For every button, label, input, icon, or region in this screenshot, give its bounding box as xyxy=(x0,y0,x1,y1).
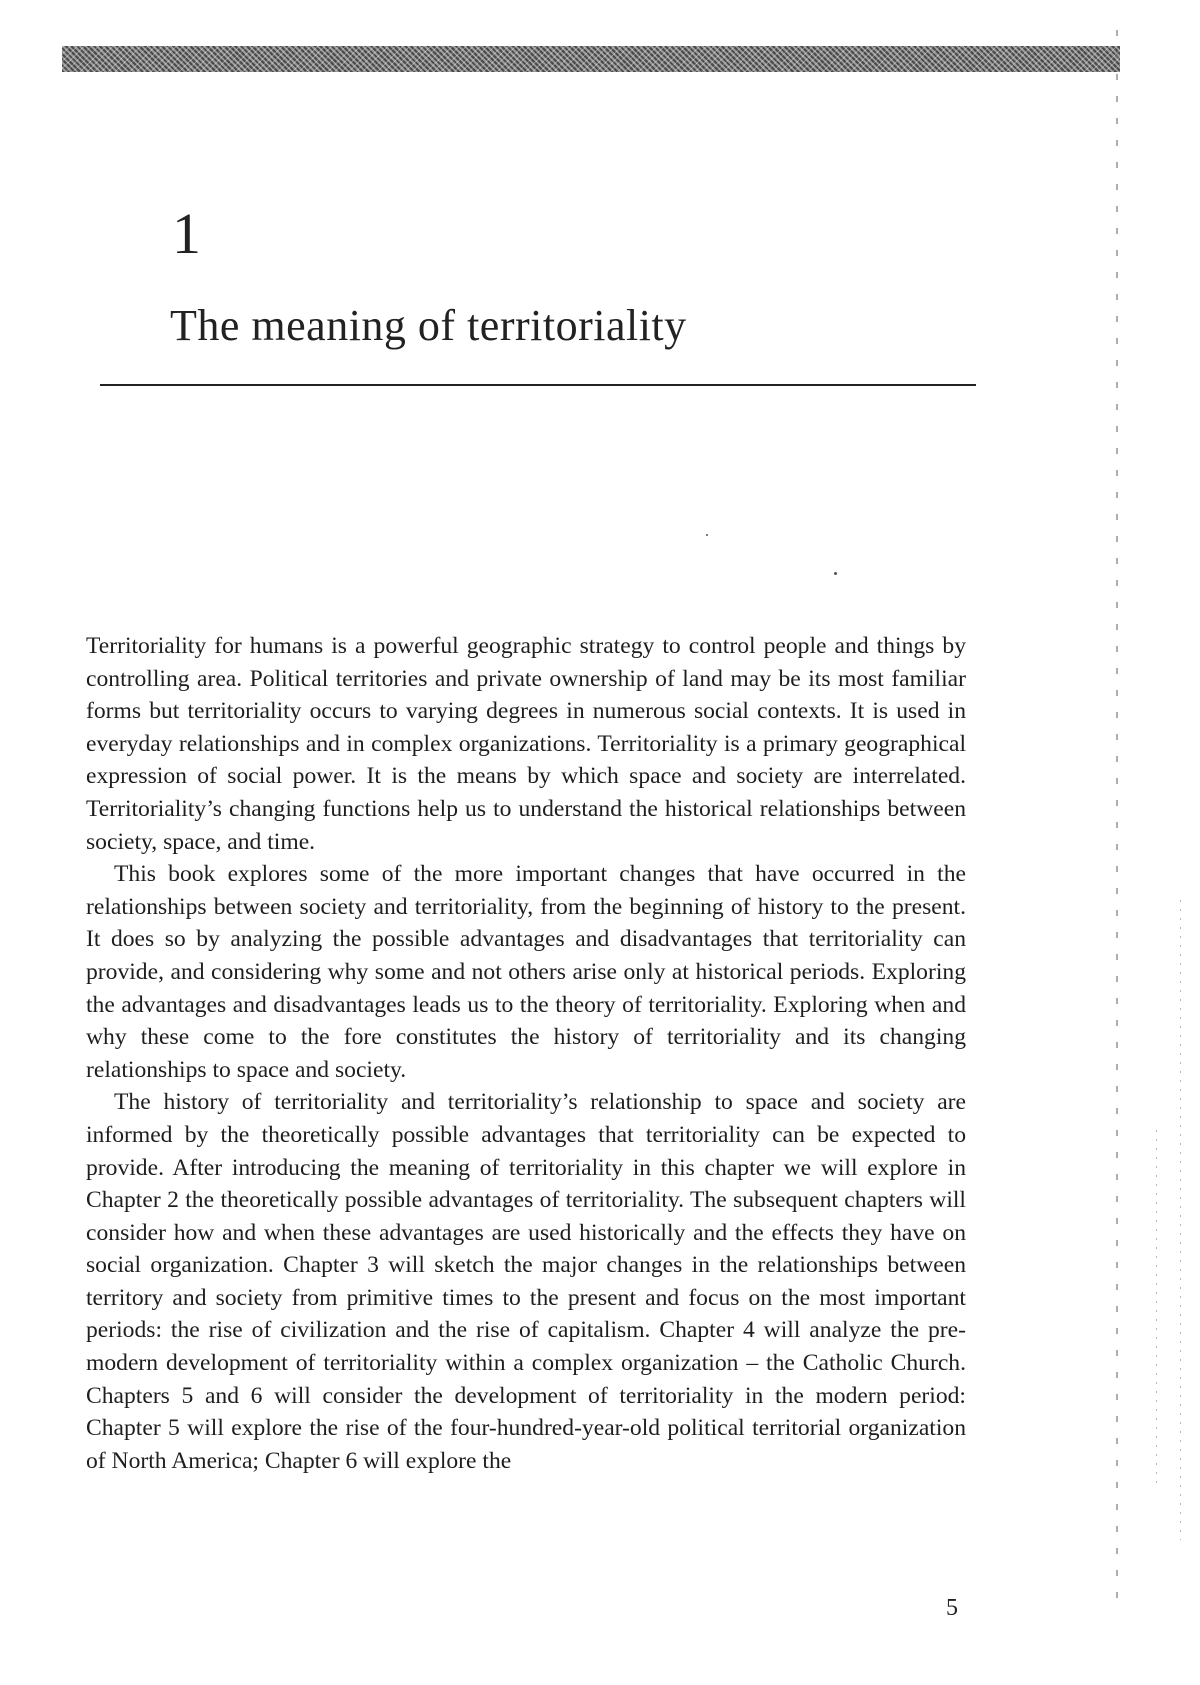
scan-header-bar xyxy=(62,46,1120,72)
paragraph: This book explores some of the more important changes that have occurred in the relationships between society and territoriality, from the beginning of history to the present. It does so by analyzing the possible advantages and disadvantages that territoriality can provide, and considering why some and not others arise only at historical periods. Exploring the advantages and disadvantages leads us to the theory of territoriality. Exploring when and why these come to the fore constitutes the history of territoriality and its changing relationships to space and society. xyxy=(86,861,966,1083)
scan-speck xyxy=(706,534,708,536)
chapter-number: 1 xyxy=(172,201,201,266)
scan-edge-dots xyxy=(1180,900,1181,1540)
scan-edge-dots xyxy=(1156,1130,1157,1490)
title-rule xyxy=(100,384,976,386)
scan-edge-line xyxy=(1116,30,1118,1610)
paragraph: The history of territoriality and territoriality’s relationship to space and society are informed by the theoretically possible advantages that territoriality can be expected to provide. After introducing the meaning of territoriality in this chapter we will explore in Chapter 2 the theoretically possible advantages of territoriality. The subsequent chapters will consider how and when these advantages are used historically and the effects they have on social organization. Chapter 3 will sketch the major changes in the relationships between territory and society from primitive times to the present and focus on the most important periods: the rise of civilization and the rise of capitalism. Chapter 4 will analyze the pre-modern development of territoriality within a complex organization – the Catholic Church. Chapters 5 and 6 will consider the development of territoriality in the modern period: Chapter 5 will explore the rise of the four-hundred-year-old political territorial organization of North America; Chapter 6 will explore the xyxy=(86,1089,966,1474)
scan-speck xyxy=(834,572,837,575)
chapter-title: The meaning of territoriality xyxy=(170,301,687,350)
body-text xyxy=(86,630,966,1477)
paragraph: Territoriality for humans is a powerful geographic strategy to control people and things by controlling area. Political territories and private ownership of land may be its most familiar forms but territoriality occurs to varying degrees in numerous social contexts. It is used in everyday relationships and in complex organizations. Territoriality is a primary geographical expression of social power. It is the means by which space and society are interrelated. Territoriality’s changing functions help us to understand the historical relationships between society, space, and time. xyxy=(86,633,966,855)
page-number: 5 xyxy=(946,1595,958,1621)
